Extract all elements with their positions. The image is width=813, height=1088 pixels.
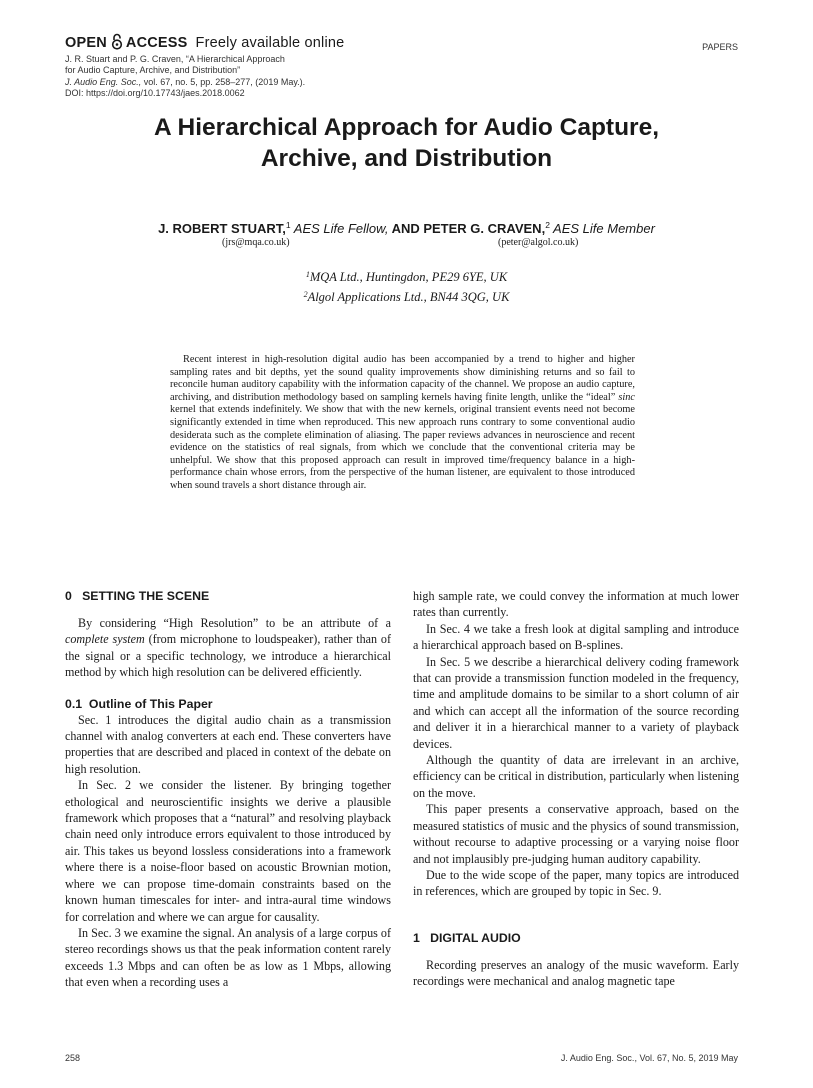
author-2-affil-mark: 2 (545, 220, 550, 230)
section-0-1-heading: 0.1 Outline of This Paper (65, 696, 213, 711)
author-2-role: AES Life Member (549, 221, 655, 236)
author-1-role: AES Life Fellow, (290, 221, 389, 236)
affiliation-1-mark: 1 (305, 270, 310, 279)
right-paragraph-6: Due to the wide scope of the paper, many topics are introduced in references, which are grouped by topic in Sec. 9. (413, 867, 739, 899)
section-label: PAPERS (702, 42, 738, 52)
abstract-text-1: Recent interest in high-resolution digital audio has been accompanied by a trend to higher and higher sampling rates and bit depths, yet the sound quality improvements show diminishing returns and so fail to reconcile human auditory capability with the information capacity of the channel. We propose an audio capture, archiving, and distribution methodology based on sampling kernels having finite length, unlike the “ideal” (170, 354, 635, 403)
abstract-text-2: kernel that extends indefinitely. We show that with the new kernels, original transient events need not become significantly extended in time when reproduced. This new approach runs contrary to some conventional audio desiderata such as the complete elimination of aliasing. The paper reviews advances in neuroscience and recent evidence on the statistics of real signals, from which we conclude that the conventional criteria may be unhelpful. We show that this proposed approach can result in improved time/frequency balance in a high-performance chain whose errors, from the perspective of the human listener, are equivalent to those introduced when sound travels a short distance through air. (170, 404, 635, 491)
doi-link[interactable]: DOI: https://doi.org/10.17743/jaes.2018.0062 (65, 88, 245, 99)
author-conjunction: AND (388, 221, 424, 236)
affiliation-2-text: Algol Applications Ltd., BN44 3QG, UK (307, 290, 510, 304)
right-paragraph-3: In Sec. 5 we describe a hierarchical delivery coding framework that can provide a transmission function modeled in the frequency, time and amplitude domains to be similar to a short column of air and which can accept all the information of the source recording and deliver it in a hierarchical manner to a variety of playback devices. (413, 654, 739, 751)
right-paragraph-2: In Sec. 4 we take a fresh look at digital sampling and introduce a hierarchical approach based on B-splines. (413, 621, 739, 653)
citation-details: vol. 67, no. 5, pp. 258–277, (2019 May.). (141, 76, 306, 87)
section-0-emphasis: complete system (65, 632, 145, 647)
section-1-heading: 1 DIGITAL AUDIO (413, 930, 521, 945)
affiliation-1 (60, 266, 753, 286)
affiliations (60, 266, 753, 306)
author-1-email[interactable]: (jrs@mqa.co.uk) (222, 237, 290, 248)
open-access-banner (65, 33, 344, 54)
section-1-paragraph: Recording preserves an analogy of the music waveform. Early recordings were mechanical and analog magnetic tape (413, 957, 739, 989)
section-0-paragraph (65, 615, 391, 681)
section-0-text-a: By considering “High Resolution” to be an attribute of a (78, 616, 391, 630)
right-paragraph-4: Although the quantity of data are irrelevant in an archive, efficiency can be critical in distribution, particularly when listening on the move. (413, 753, 739, 800)
citation-line-1: J. R. Stuart and P. G. Craven, “A Hierarchical Approach (65, 54, 285, 64)
open-label: OPEN (65, 35, 107, 51)
abstract-sinc-term: sinc (618, 391, 635, 403)
abstract (170, 354, 635, 493)
citation-block (65, 54, 305, 100)
access-label: ACCESS (125, 35, 188, 51)
title-line-1: A Hierarchical Approach for Audio Capture, (153, 114, 660, 141)
section-0-text-b: (from microphone to loudspeaker), rather than of the signal or a specific technology, we introduce a hierarchical method by which high resolution can be delivered efficiently. (65, 632, 391, 680)
left-column (65, 588, 391, 991)
outline-paragraph-3: In Sec. 3 we examine the signal. An analysis of a large corpus of stereo recordings shows us that the peak information content rarely exceeds 1.3 Mbps and can often be as low as 1 Mbps, allowing that even when a recording uses a (65, 925, 391, 990)
citation-journal: J. Audio Eng. Soc., (65, 76, 142, 87)
outline-paragraph-1: Sec. 1 introduces the digital audio chain as a transmission channel with analog converters at each end. These converters have properties that are described and placed in context of the debate on high resolution. (65, 712, 391, 776)
freely-available-label: Freely available online (195, 35, 345, 51)
outline-paragraph-2: In Sec. 2 we consider the listener. By bringing together ethological and neuroscientific insights we derive a plausible framework which proposes that a “natural” and resolving playback chain need only introduce errors equivalent to those introduced by air. This takes us beyond lossless considerations into a framework where there is a noise-floor based on acoustic Brownian motion, where we can propose time-domain constraints based on the known human timescales for inter- and intra-aural time windows for correlation and where we can argue for causality. (65, 778, 391, 924)
section-0-heading: 0 SETTING THE SCENE (65, 589, 210, 603)
citation-line-3 (65, 77, 305, 88)
author-line (60, 220, 753, 236)
right-paragraph-5: This paper presents a conservative approach, based on the measured statistics of music and the physics of sound transmission, without recourse to adaptive processing or a varying noise floor and not implausibly pre-judging human auditory capability. (413, 802, 739, 866)
citation-line-2: for Audio Capture, Archive, and Distribution” (65, 65, 241, 76)
author-1-affil-mark: 1 (285, 220, 291, 230)
author-2-email[interactable]: (peter@algol.co.uk) (498, 237, 579, 248)
right-column (413, 588, 739, 990)
right-paragraph-1: high sample rate, we could convey the information at much lower rates than currently. (413, 589, 739, 620)
paper-title (60, 112, 753, 174)
affiliation-2-mark: 2 (303, 290, 308, 299)
author-1-name: J. ROBERT STUART, (158, 221, 286, 236)
affiliation-1-text: MQA Ltd., Huntingdon, PE29 6YE, UK (309, 270, 508, 284)
author-2-name: PETER G. CRAVEN, (423, 221, 546, 236)
affiliation-2 (60, 286, 753, 306)
journal-footer: J. Audio Eng. Soc., Vol. 67, No. 5, 2019 May (560, 1053, 738, 1063)
open-access-lock-icon (111, 33, 123, 54)
title-line-2: Archive, and Distribution (260, 145, 553, 172)
page-number: 258 (65, 1053, 81, 1063)
